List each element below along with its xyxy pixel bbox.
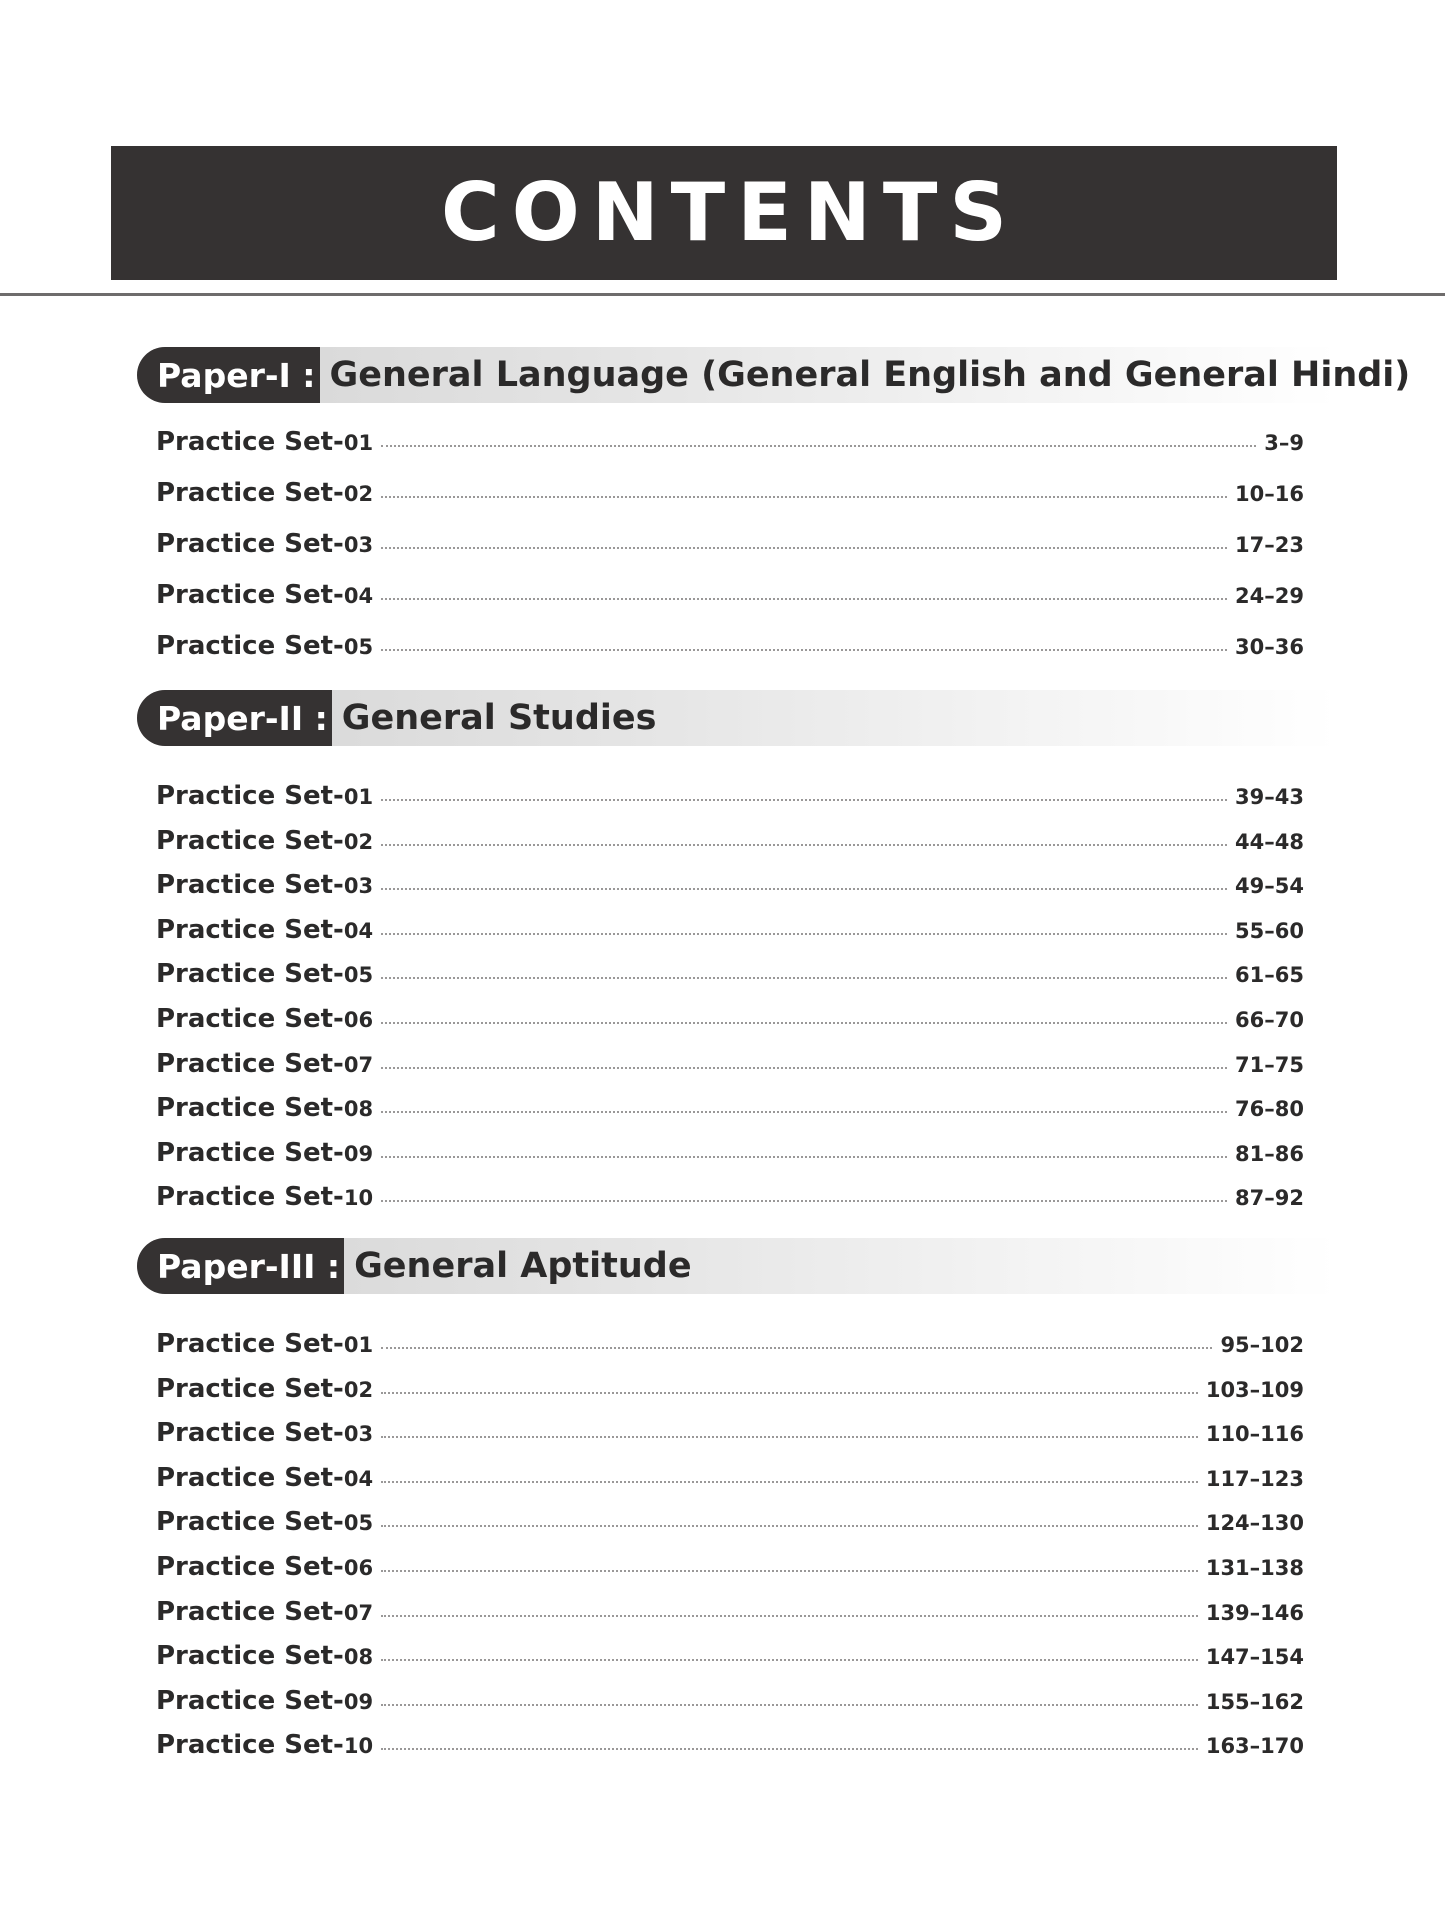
entry-label xyxy=(156,826,373,856)
entry-set-number: 07 xyxy=(343,1052,374,1077)
entry-label xyxy=(156,1463,373,1493)
dot-leader xyxy=(381,1156,1227,1158)
entry-label-text: Practice Set- xyxy=(156,1137,344,1168)
page-title: CONTENTS xyxy=(440,166,1020,259)
entry-label xyxy=(156,478,373,508)
toc-entry xyxy=(156,826,1304,860)
entry-label-text: Practice Set- xyxy=(156,1507,344,1538)
entry-label xyxy=(156,1182,373,1212)
dot-leader xyxy=(381,1481,1198,1483)
paper-label: Paper-I : xyxy=(137,347,320,403)
entry-label xyxy=(156,1138,373,1168)
entry-set-number: 06 xyxy=(343,1008,374,1032)
entry-set-number: 05 xyxy=(343,635,374,659)
entry-set-number: 09 xyxy=(343,1689,374,1714)
entry-label-text: Practice Set- xyxy=(156,1418,344,1449)
toc-entry xyxy=(156,870,1304,904)
entry-label-text: Practice Set- xyxy=(156,870,344,901)
toc-entry xyxy=(156,1641,1304,1675)
entry-label xyxy=(156,1686,373,1716)
entry-set-number: 04 xyxy=(343,584,374,608)
toc-entry xyxy=(156,1182,1304,1216)
entry-label xyxy=(156,1730,373,1760)
toc-entry xyxy=(156,631,1304,665)
entry-set-number: 04 xyxy=(343,918,374,943)
entry-set-number: 04 xyxy=(343,1466,374,1491)
entry-label xyxy=(156,1004,373,1034)
toc-entry xyxy=(156,1463,1304,1497)
toc-entry xyxy=(156,1686,1304,1720)
entry-label-text: Practice Set- xyxy=(156,427,344,457)
entry-set-number: 07 xyxy=(343,1600,374,1625)
entry-label xyxy=(156,1374,373,1404)
entry-label-text: Practice Set- xyxy=(156,1004,344,1034)
toc-entry xyxy=(156,1093,1304,1127)
dot-leader xyxy=(381,547,1227,549)
entry-set-number: 05 xyxy=(343,963,374,988)
toc-entry xyxy=(156,478,1304,512)
dot-leader xyxy=(381,933,1227,935)
entry-label xyxy=(156,529,373,559)
entry-label-text: Practice Set- xyxy=(156,914,344,945)
entry-page-range: 61–65 xyxy=(1235,963,1304,988)
entry-label xyxy=(156,1507,373,1537)
entry-set-number: 01 xyxy=(343,431,374,455)
entry-label-text: Practice Set- xyxy=(156,1048,344,1079)
entry-label-text: Practice Set- xyxy=(156,1685,344,1716)
entry-label-text: Practice Set- xyxy=(156,580,344,610)
entry-set-number: 02 xyxy=(343,482,374,506)
entry-page-range: 71–75 xyxy=(1235,1052,1304,1077)
entry-label xyxy=(156,1597,373,1627)
entry-page-range: 131–138 xyxy=(1205,1556,1304,1580)
entry-set-number: 08 xyxy=(343,1645,374,1670)
entry-page-range: 87–92 xyxy=(1235,1186,1304,1211)
entry-label-text: Practice Set- xyxy=(156,631,344,661)
entry-label-text: Practice Set- xyxy=(156,1373,344,1404)
paper-label: Paper-II : xyxy=(137,690,332,746)
section-header-paper-2 xyxy=(137,690,1337,746)
entry-page-range: 3–9 xyxy=(1264,431,1304,455)
toc-entry xyxy=(156,1374,1304,1408)
toc-entry xyxy=(156,529,1304,563)
paper-title: General Aptitude xyxy=(354,1246,692,1286)
contents-title-bar xyxy=(111,146,1337,280)
entry-label xyxy=(156,427,373,457)
entry-label-text: Practice Set- xyxy=(156,1182,344,1213)
paper-title: General Studies xyxy=(341,698,657,738)
dot-leader xyxy=(381,888,1227,890)
entry-page-range: 110–116 xyxy=(1205,1422,1304,1447)
toc-entry xyxy=(156,915,1304,949)
entry-set-number: 03 xyxy=(343,874,374,899)
entry-set-number: 10 xyxy=(343,1186,374,1211)
dot-leader xyxy=(381,445,1256,447)
entry-label-text: Practice Set- xyxy=(156,1462,344,1493)
entry-label xyxy=(156,1093,373,1123)
toc-entry xyxy=(156,580,1304,614)
toc-entry xyxy=(156,1730,1304,1764)
dot-leader xyxy=(381,1615,1198,1617)
toc-entry xyxy=(156,1418,1304,1452)
toc-entry xyxy=(156,781,1304,815)
entry-page-range: 24–29 xyxy=(1235,584,1304,608)
dot-leader xyxy=(381,1067,1227,1069)
dot-leader xyxy=(381,1659,1198,1661)
entry-page-range: 81–86 xyxy=(1235,1141,1304,1166)
dot-leader xyxy=(381,1022,1227,1024)
dot-leader xyxy=(381,977,1227,979)
dot-leader xyxy=(381,1570,1198,1572)
entry-page-range: 55–60 xyxy=(1235,918,1304,943)
entry-set-number: 03 xyxy=(343,533,374,557)
entry-label xyxy=(156,870,373,900)
entry-label xyxy=(156,915,373,945)
entry-label-text: Practice Set- xyxy=(156,1641,344,1672)
dot-leader xyxy=(381,1347,1212,1349)
section-header-paper-1 xyxy=(137,347,1411,403)
dot-leader xyxy=(381,1436,1198,1438)
dot-leader xyxy=(381,649,1227,651)
entry-page-range: 117–123 xyxy=(1205,1466,1304,1491)
entry-label-text: Practice Set- xyxy=(156,825,344,856)
entry-label xyxy=(156,631,373,661)
toc-entry xyxy=(156,959,1304,993)
entry-page-range: 124–130 xyxy=(1205,1511,1304,1536)
paper-title: General Language (General English and General Hindi) xyxy=(329,355,1411,395)
entry-page-range: 17–23 xyxy=(1235,533,1304,557)
entry-page-range: 155–162 xyxy=(1205,1689,1304,1714)
section-header-paper-3 xyxy=(137,1238,1337,1294)
entry-page-range: 103–109 xyxy=(1205,1377,1304,1402)
entry-page-range: 44–48 xyxy=(1235,829,1304,854)
entry-page-range: 76–80 xyxy=(1235,1097,1304,1122)
entry-set-number: 08 xyxy=(343,1097,374,1122)
entry-page-range: 163–170 xyxy=(1205,1734,1304,1759)
entry-label-text: Practice Set- xyxy=(156,1093,344,1124)
entry-page-range: 95–102 xyxy=(1220,1333,1304,1357)
entry-label-text: Practice Set- xyxy=(156,781,344,811)
entry-page-range: 66–70 xyxy=(1235,1008,1304,1032)
dot-leader xyxy=(381,598,1227,600)
entry-label-text: Practice Set- xyxy=(156,478,344,508)
entry-set-number: 01 xyxy=(343,785,374,809)
entry-set-number: 02 xyxy=(343,829,374,854)
entry-page-range: 49–54 xyxy=(1235,874,1304,899)
dot-leader xyxy=(381,799,1227,801)
toc-entry xyxy=(156,1049,1304,1083)
toc-entry xyxy=(156,1329,1304,1363)
entry-label-text: Practice Set- xyxy=(156,1552,344,1582)
toc-entry xyxy=(156,1597,1304,1631)
entry-page-range: 147–154 xyxy=(1205,1645,1304,1670)
dot-leader xyxy=(381,1111,1227,1113)
entry-set-number: 01 xyxy=(343,1333,374,1357)
entry-page-range: 10–16 xyxy=(1235,482,1304,506)
entry-set-number: 09 xyxy=(343,1141,374,1166)
entry-label xyxy=(156,580,373,610)
entry-label-text: Practice Set- xyxy=(156,1730,344,1761)
dot-leader xyxy=(381,1748,1198,1750)
dot-leader xyxy=(381,1200,1227,1202)
dot-leader xyxy=(381,844,1227,846)
toc-entry xyxy=(156,1507,1304,1541)
entry-label xyxy=(156,1418,373,1448)
toc-entry xyxy=(156,1138,1304,1172)
entry-set-number: 02 xyxy=(343,1377,374,1402)
entry-label xyxy=(156,781,373,811)
paper-label: Paper-III : xyxy=(137,1238,344,1294)
entry-label-text: Practice Set- xyxy=(156,1596,344,1627)
entry-label xyxy=(156,1641,373,1671)
entry-label xyxy=(156,1552,373,1582)
entry-set-number: 03 xyxy=(343,1422,374,1447)
dot-leader xyxy=(381,1392,1198,1394)
entry-set-number: 06 xyxy=(343,1556,374,1580)
toc-entry xyxy=(156,427,1304,461)
toc-entry xyxy=(156,1004,1304,1038)
title-divider xyxy=(0,293,1445,296)
toc-entry xyxy=(156,1552,1304,1586)
entry-page-range: 30–36 xyxy=(1235,635,1304,659)
dot-leader xyxy=(381,1704,1198,1706)
entry-set-number: 05 xyxy=(343,1511,374,1536)
entry-label xyxy=(156,1049,373,1079)
dot-leader xyxy=(381,1525,1198,1527)
entry-page-range: 139–146 xyxy=(1205,1600,1304,1625)
dot-leader xyxy=(381,496,1227,498)
entry-label-text: Practice Set- xyxy=(156,1329,344,1359)
entry-label-text: Practice Set- xyxy=(156,959,344,990)
entry-set-number: 10 xyxy=(343,1734,374,1759)
entry-label-text: Practice Set- xyxy=(156,529,344,559)
entry-label xyxy=(156,959,373,989)
entry-page-range: 39–43 xyxy=(1235,785,1304,809)
entry-label xyxy=(156,1329,373,1359)
